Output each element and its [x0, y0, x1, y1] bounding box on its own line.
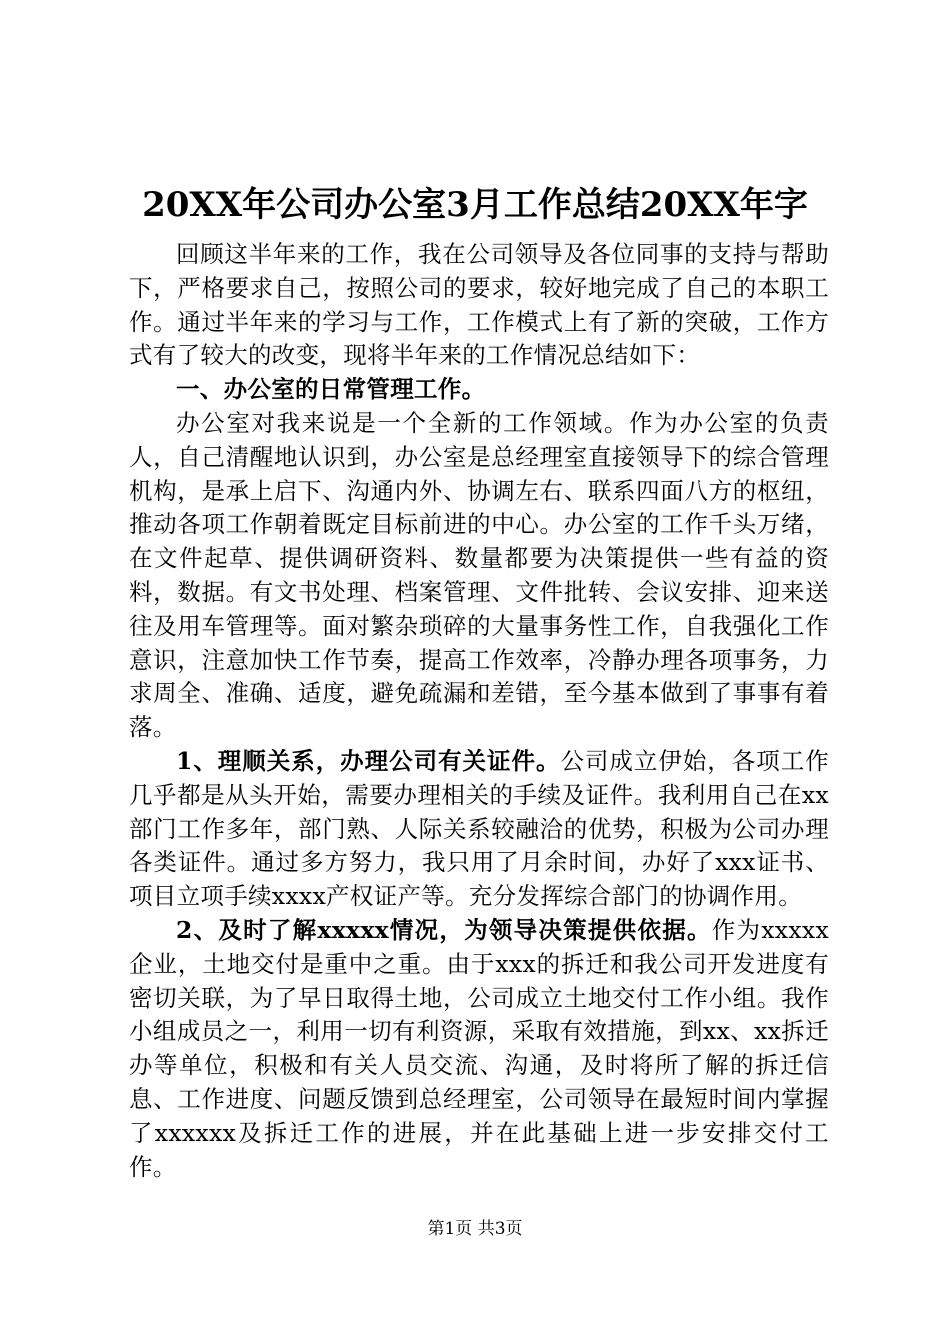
document-title: 20XX年公司办公室3月工作总结20XX年字	[142, 185, 808, 225]
office-management-paragraph: 办公室对我来说是一个全新的工作领域。作为办公室的负责人，自己清醒地认识到，办公室是总经理室直接领导下的综合管理机构，是承上启下、沟通内外、协调左右、联系四面八方的枢纽，推动各项工作朝着既定目标前进的中心。办公室的工作千头万绪，在文件起草、提供调研资料、数量都要为决策提供一些有益的资料，数据。有文书处理、档案管理、文件批转、会议安排、迎来送往及用车管理等。面对繁杂琐碎的大量事务性工作，自我强化工作意识，注意加快工作节奏，提高工作效率，冷静办理各项事务，力求周全、准确、适度，避免疏漏和差错，至今基本做到了事事有着落。	[129, 408, 829, 742]
item-1-paragraph	[129, 745, 829, 914]
item-2-text: 作为xxxxx企业，土地交付是重中之重。由于xxx的拆迁和我公司开发进度有密切关联，为了早日取得土地，公司成立土地交付工作小组。我作小组成员之一，利用一切有利资源，采取有效措施，到xx、xx拆迁办等单位，积极和有关人员交流、沟通，及时将所了解的拆迁信息、工作进度、问题反馈到总经理室，公司领导在最短时间内掌握了xxxxxx及拆迁工作的进展，并在此基础上进一步安排交付工作。	[129, 915, 829, 1181]
item-1-text: 公司成立伊始，各项工作几乎都是从头开始，需要办理相关的手续及证件。我利用自己在xx部门工作多年，部门熟、人际关系较融洽的优势，积极为公司办理各类证件。通过多方努力，我只用了月余时间，办好了xxx证书、项目立项手续xxxx产权证产等。充分发挥综合部门的协调作用。	[129, 746, 829, 911]
document-body	[129, 238, 829, 1184]
item-2-paragraph	[129, 914, 829, 1184]
item-1-lead: 1、理顺关系，办理公司有关证件。	[176, 746, 561, 775]
section-heading: 一、办公室的日常管理工作。	[176, 375, 486, 404]
page-number-footer: 第1页 共3页	[427, 1219, 523, 1239]
item-2-lead: 2、及时了解xxxxx情况，为领导决策提供依据。	[176, 915, 712, 944]
intro-paragraph: 回顾这半年来的工作，我在公司领导及各位同事的支持与帮助下，严格要求自己，按照公司的要求，较好地完成了自己的本职工作。通过半年来的学习与工作，工作模式上有了新的突破，工作方式有了较大的改变，现将半年来的工作情况总结如下：	[129, 240, 829, 370]
